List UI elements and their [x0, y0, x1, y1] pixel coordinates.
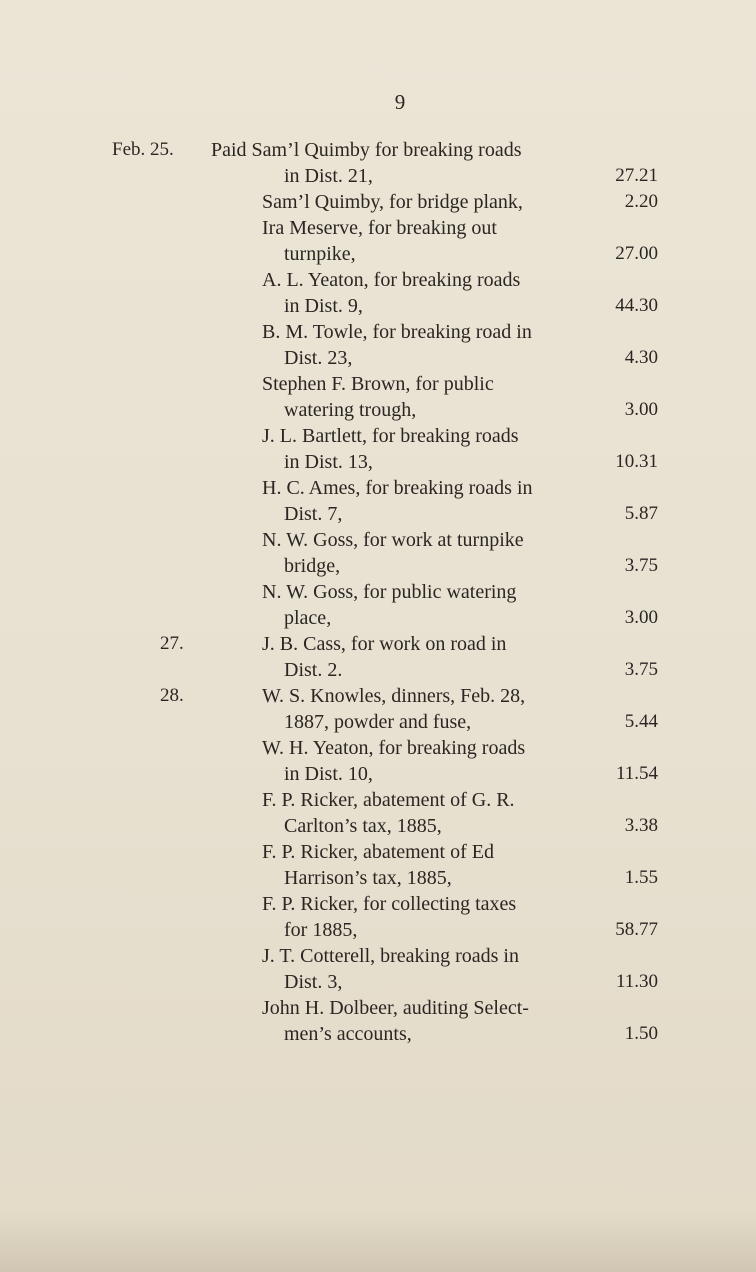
ledger-entry — [0, 891, 756, 943]
entry-description: in Dist. 10, — [284, 763, 373, 785]
entry-line — [0, 917, 756, 943]
entry-line — [0, 969, 756, 995]
ledger-entry — [0, 631, 756, 683]
entry-date: 27. — [160, 633, 184, 654]
entry-description: Dist. 23, — [284, 347, 353, 369]
entry-line — [0, 319, 756, 345]
ledger-entry — [0, 683, 756, 735]
entry-description: place, — [284, 607, 332, 629]
entry-amount: 2.20 — [624, 191, 658, 212]
page-number: 9 — [394, 90, 406, 114]
entry-line — [0, 345, 756, 371]
entry-description: bridge, — [284, 555, 341, 577]
entry-amount: 5.87 — [624, 503, 658, 524]
ledger-entries — [0, 137, 756, 1047]
entry-description: watering trough, — [284, 399, 417, 421]
entry-line — [0, 241, 756, 267]
entry-line — [0, 397, 756, 423]
entry-description: W. H. Yeaton, for breaking roads — [262, 737, 526, 759]
entry-line — [0, 449, 756, 475]
entry-line — [0, 137, 756, 163]
entry-description: turnpike, — [284, 243, 356, 265]
entry-amount: 10.31 — [615, 451, 658, 472]
entry-description: Ira Meserve, for breaking out — [262, 217, 497, 239]
entry-line — [0, 1021, 756, 1047]
ledger-entry — [0, 527, 756, 579]
entry-description: N. W. Goss, for work at turnpike — [262, 529, 524, 551]
ledger-entry — [0, 267, 756, 319]
entry-line — [0, 189, 756, 215]
entry-amount: 3.75 — [624, 555, 658, 576]
entry-amount: 3.00 — [624, 607, 658, 628]
ledger-entry — [0, 189, 756, 215]
entry-line — [0, 501, 756, 527]
entry-line — [0, 631, 756, 657]
entry-description: B. M. Towle, for breaking road in — [262, 321, 532, 343]
entry-line — [0, 839, 756, 865]
entry-description: 1887, powder and fuse, — [284, 711, 472, 733]
entry-amount: 1.55 — [624, 867, 658, 888]
entry-amount: 27.00 — [615, 243, 658, 264]
ledger-entry — [0, 995, 756, 1047]
entry-line — [0, 605, 756, 631]
entry-description: Stephen F. Brown, for public — [262, 373, 494, 395]
ledger-entry — [0, 787, 756, 839]
entry-amount: 44.30 — [615, 295, 658, 316]
entry-amount: 11.30 — [615, 971, 658, 992]
entry-line — [0, 163, 756, 189]
entry-date: Feb. 25. — [112, 139, 174, 160]
entry-description: F. P. Ricker, for collecting taxes — [262, 893, 517, 915]
entry-description: for 1885, — [284, 919, 358, 941]
entry-line — [0, 865, 756, 891]
entry-description: Paid Sam’l Quimby for breaking roads — [211, 139, 522, 161]
entry-description: John H. Dolbeer, auditing Select- — [262, 997, 529, 1019]
entry-line — [0, 735, 756, 761]
entry-amount: 1.50 — [624, 1023, 658, 1044]
entry-description: in Dist. 21, — [284, 165, 373, 187]
entry-line — [0, 423, 756, 449]
entry-description: J. B. Cass, for work on road in — [262, 633, 507, 655]
entry-description: H. C. Ames, for breaking roads in — [262, 477, 533, 499]
entry-description: Carlton’s tax, 1885, — [284, 815, 442, 837]
entry-amount: 3.38 — [624, 815, 658, 836]
entry-description: F. P. Ricker, abatement of G. R. — [262, 789, 515, 811]
ledger-entry — [0, 839, 756, 891]
entry-line — [0, 267, 756, 293]
page-edge-shadow — [0, 1212, 756, 1272]
entry-description: W. S. Knowles, dinners, Feb. 28, — [262, 685, 526, 707]
ledger-entry — [0, 423, 756, 475]
entry-description: men’s accounts, — [284, 1023, 412, 1045]
ledger-entry — [0, 475, 756, 527]
entry-amount: 4.30 — [624, 347, 658, 368]
entry-line — [0, 527, 756, 553]
ledger-entry — [0, 735, 756, 787]
entry-line — [0, 943, 756, 969]
entry-line — [0, 709, 756, 735]
entry-line — [0, 683, 756, 709]
entry-description: Harrison’s tax, 1885, — [284, 867, 452, 889]
entry-description: Dist. 2. — [284, 659, 343, 681]
entry-line — [0, 475, 756, 501]
entry-description: Dist. 7, — [284, 503, 343, 525]
entry-line — [0, 891, 756, 917]
entry-description: Sam’l Quimby, for bridge plank, — [262, 191, 523, 213]
entry-amount: 58.77 — [615, 919, 658, 940]
entry-line — [0, 813, 756, 839]
entry-description: F. P. Ricker, abatement of Ed — [262, 841, 494, 863]
entry-amount: 11.54 — [615, 763, 658, 784]
ledger-entry — [0, 371, 756, 423]
ledger-entry — [0, 137, 756, 189]
entry-amount: 3.75 — [624, 659, 658, 680]
ledger-entry — [0, 319, 756, 371]
entry-description: in Dist. 9, — [284, 295, 363, 317]
ledger-entry — [0, 215, 756, 267]
entry-description: J. T. Cotterell, breaking roads in — [262, 945, 519, 967]
entry-description: J. L. Bartlett, for breaking roads — [262, 425, 519, 447]
entry-description: N. W. Goss, for public watering — [262, 581, 517, 603]
entry-description: in Dist. 13, — [284, 451, 373, 473]
entry-amount: 3.00 — [624, 399, 658, 420]
entry-line — [0, 787, 756, 813]
entry-line — [0, 553, 756, 579]
entry-line — [0, 215, 756, 241]
entry-line — [0, 579, 756, 605]
ledger-entry — [0, 943, 756, 995]
entry-line — [0, 293, 756, 319]
ledger-entry — [0, 579, 756, 631]
entry-amount: 27.21 — [615, 165, 658, 186]
entry-line — [0, 761, 756, 787]
entry-date: 28. — [160, 685, 184, 706]
entry-line — [0, 995, 756, 1021]
entry-line — [0, 657, 756, 683]
entry-amount: 5.44 — [624, 711, 658, 732]
entry-line — [0, 371, 756, 397]
entry-description: Dist. 3, — [284, 971, 343, 993]
entry-description: A. L. Yeaton, for breaking roads — [262, 269, 521, 291]
